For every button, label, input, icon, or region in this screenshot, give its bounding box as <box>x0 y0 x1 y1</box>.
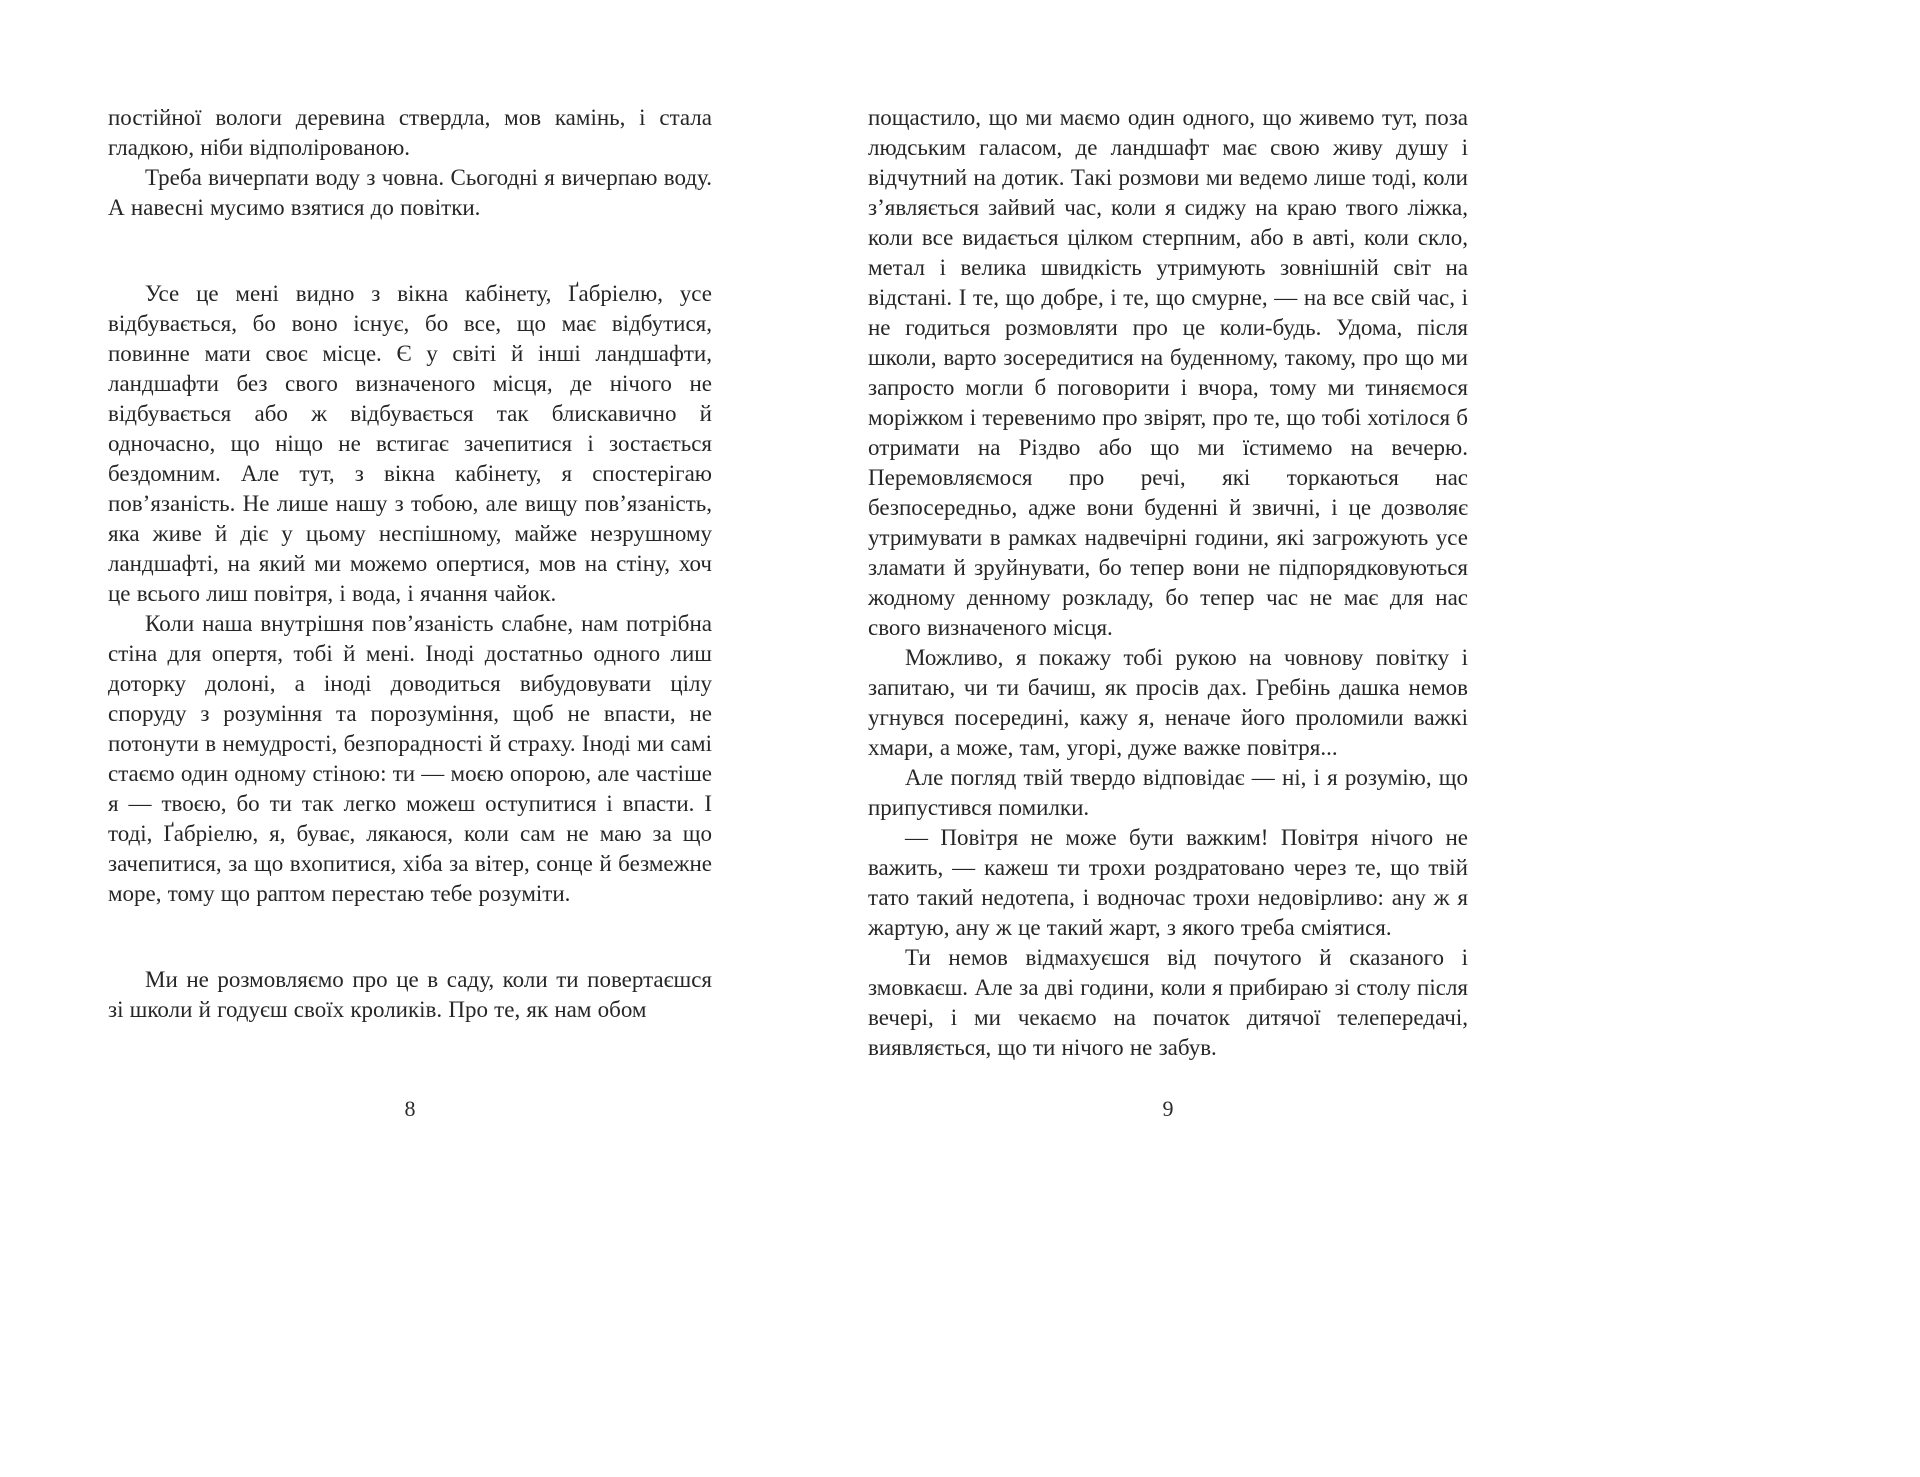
paragraph: Треба вичерпати воду з човна. Сьогодні я вичерпаю воду. А навесні мусимо взятися до повітки. <box>108 165 712 220</box>
paragraph: пощастило, що ми маємо один одного, що живемо тут, поза людським галасом, де ландшафт має свою живу душу і відчутний на дотик. Такі розмови ми ведемо лише тоді, коли з’являється зайвий час, коли я сиджу на краю твого ліжка, коли все видається цілком стерпним, або в авті, коли скло, метал і велика швидкість утримують зовнішній світ на відстані. І те, що добре, і те, що смурне, — на все свій час, і не годиться розмовляти про це коли-будь. Удома, після школи, варто зосередитися на буденному, такому, про що ми запросто могли б поговорити і вчора, тому ми тиняємося моріжком і теревенимо про звірят, про те, що тобі хотілося б отримати на Різдво або що ми їстимемо на вечерю. Перемовляємося про речі, які торкаються нас безпосередньо, адже вони буденні й звичні, і це дозволяє утримувати в рамках надвечірні години, які загрожують усе зламати й зруйнувати, бо тепер вони не підпорядковуються жодному денному розкладу, бо тепер час не має для нас свого визначеного місця. <box>868 105 1468 640</box>
paragraph: Ми не розмовляємо про це в саду, коли ти повертаєшся зі школи й годуєш своїх кроликів. Про те, як нам обом <box>108 967 712 1022</box>
paragraph: — Повітря не може бути важким! Повітря нічого не важить, — кажеш ти трохи роздратовано через те, що твій тато такий недотепа, і водночас трохи недовірливо: ану ж я жартую, ану ж це такий жарт, з якого треба сміятися. <box>868 825 1468 940</box>
paragraph: постійної вологи деревина ствердла, мов камінь, і стала гладкою, ніби відполірованою. <box>108 105 712 160</box>
paragraph: Можливо, я покажу тобі рукою на човнову повітку і запитаю, чи ти бачиш, як просів дах. Гребінь дашка немов угнувся посередині, кажу я, неначе його проломили важкі хмари, а може, там, угорі, дуже важке повітря... <box>868 645 1468 760</box>
left-page-text-block <box>108 103 712 1025</box>
page-number-right: 9 <box>1162 1096 1174 1121</box>
paragraph: Ти немов відмахуєшся від почутого й сказаного і змовкаєш. Але за дві години, коли я прибираю зі столу після вечері, і ми чекаємо на початок дитячої телепередачі, виявляється, що ти нічого не забув. <box>868 945 1468 1060</box>
paragraph: Але погляд твій твердо відповідає — ні, і я розумію, що припустився помилки. <box>868 765 1468 820</box>
page-number-left: 8 <box>404 1096 416 1121</box>
paragraph: Усе це мені видно з вікна кабінету, Ґабріелю, усе відбувається, бо воно існує, бо все, що має відбутися, повинне мати своє місце. Є у світі й інші ландшафти, ландшафти без свого визначеного місця, де нічого не відбувається або ж відбувається так блискавично й одночасно, що ніщо не встигає зачепитися і зостається бездомним. Але тут, з вікна кабінету, я спостерігаю пов’язаність. Не лише нашу з тобою, але вищу пов’язаність, яка живе й діє у цьому неспішному, майже незрушному ландшафті, на який ми можемо опертися, мов на стіну, хоч це всього лиш повітря, і вода, і ячання чайок. <box>108 281 712 606</box>
paragraph: Коли наша внутрішня пов’язаність слабне, нам потрібна стіна для опертя, тобі й мені. Іноді достатньо одного лиш доторку долоні, а іноді доводиться вибудовувати цілу споруду з розуміння та порозуміння, щоб не впасти, не потонути в немудрості, безпорадності й страху. Іноді ми самі стаємо один одному стіною: ти — моєю опорою, але частіше я — твоєю, бо ти так легко можеш оступитися і впасти. І тоді, Ґабріелю, я, буває, лякаюся, коли сам не маю за що зачепитися, за що вхопитися, хіба за вітер, сонце й безмежне море, тому що раптом перестаю тебе розуміти. <box>108 611 712 906</box>
right-page-text-block <box>868 103 1468 1063</box>
